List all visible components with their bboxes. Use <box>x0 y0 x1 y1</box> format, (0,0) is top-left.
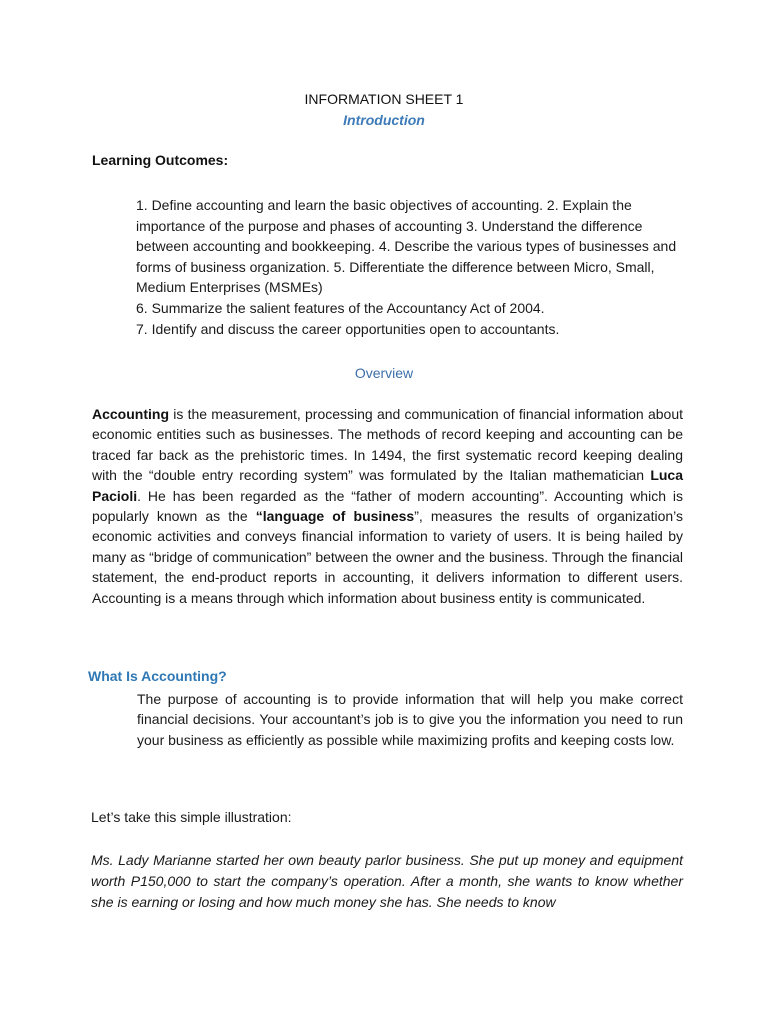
overview-text-1: is the measurement, processing and communication of financial information about economic entities such as businesses. The methods of record keeping and accounting can be traced far back as the prehistoric times. In 1494, the first systematic record keeping dealing with the “double entry recording system” was formulated by the Italian mathematician <box>92 406 683 484</box>
page-title: INFORMATION SHEET 1 <box>304 91 464 107</box>
person-luca-pacioli: Luca Pacioli <box>92 467 683 504</box>
outcomes-1-to-5: 1. Define accounting and learn the basic objectives of accounting. 2. Explain the importance of the purpose and phases of accounting 3. Understand the difference between accounting and bookkeeping. 4. Describe the various types of businesses and forms of business organization. 5. Differentiate the difference between Micro, Small, Medium Enterprises (MSMEs) <box>136 197 677 296</box>
overview-heading: Overview <box>354 365 414 381</box>
overview-text-3: ”, measures the results of organization’s economic activities and conveys financial information to variety of users. It is being hailed by many as “bridge of communication” between the owner and the business. Through the financial statement, the end-product reports in accounting, it delivers information to different users. Accounting is a means through which information about business entity is communicated. <box>92 508 684 606</box>
illustration-story: Ms. Lady Marianne started her own beauty parlor business. She put up money and equipment worth P150,000 to start the company’s operation. After a month, she wants to know whether she is earning or losing and how much money she has. She needs to know <box>91 852 683 910</box>
outcome-6: 6. Summarize the salient features of the Accountancy Act of 2004. <box>136 299 545 316</box>
learning-outcomes-heading: Learning Outcomes: <box>92 152 229 168</box>
learning-outcomes-list <box>136 195 681 339</box>
overview-paragraph <box>92 404 683 608</box>
outcome-7: 7. Identify and discuss the career opportunities open to accountants. <box>136 320 560 337</box>
illustration-intro: Let’s take this simple illustration: <box>91 809 292 825</box>
what-is-accounting-paragraph: The purpose of accounting is to provide information that will help you make correct financial decisions. Your accountant’s job is to give you the information you need to run your business as efficiently as possible while maximizing profits and keeping costs low. <box>137 691 683 748</box>
page-subtitle: Introduction <box>343 112 425 128</box>
phrase-language-of-business: “language of business <box>255 508 415 525</box>
overview-text-2: . He has been regarded as the “father of modern accounting”. Accounting which is popularly known as the <box>92 487 683 525</box>
what-is-accounting-heading: What Is Accounting? <box>88 668 227 684</box>
term-accounting: Accounting <box>92 406 169 422</box>
